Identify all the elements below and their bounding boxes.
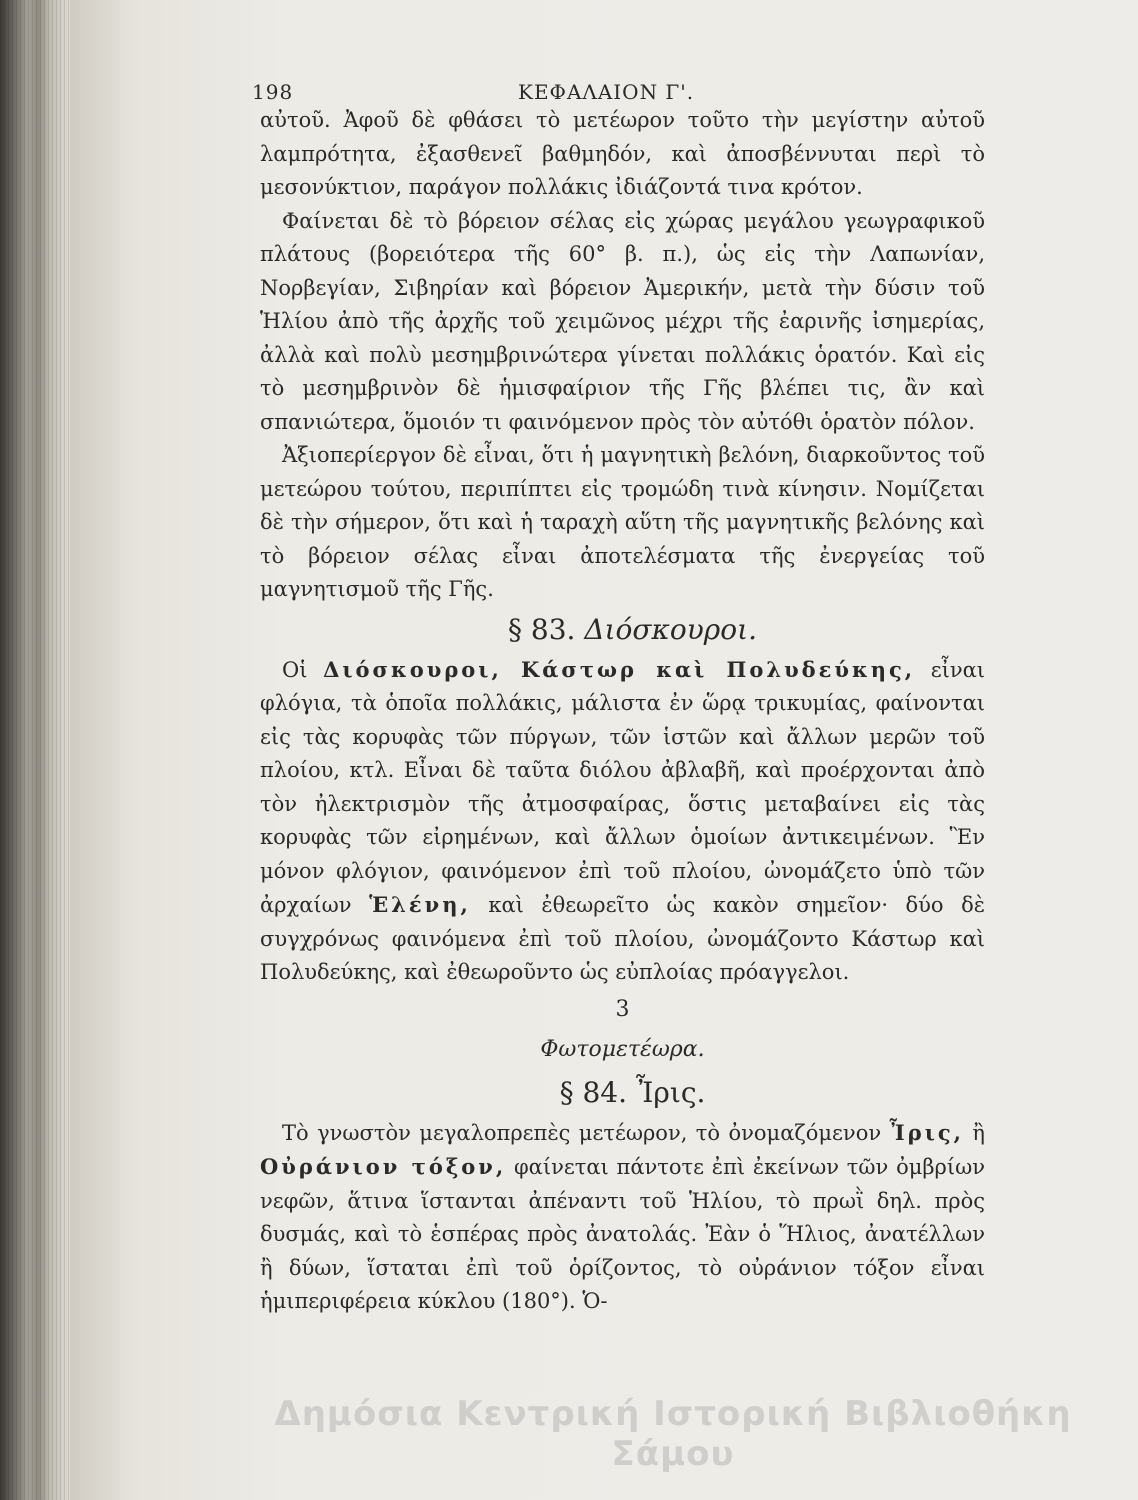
helen-name: Ἑλένη, xyxy=(369,892,471,917)
section-83-number: § 83. xyxy=(508,612,576,646)
section-84-text-a: Τὸ γνωστὸν μεγαλοπρεπὲς μετέωρον, τὸ ὀνομαζόμενον xyxy=(282,1120,882,1145)
chapter-heading: ΚΕΦΑΛΑΙΟΝ Γ'. xyxy=(518,80,695,104)
section-83-text-a: εἶναι φλόγια, τὰ ὁποῖα πολλάκις, μάλιστα ἐν ὥρᾳ τρικυμίας, φαίνονται εἰς τὰς κορυφὰς τῶν πύργων, τῶν ἱστῶν καὶ ἄλλων μερῶν τοῦ πλοίου, κτλ. Εἶναι δὲ ταῦτα διόλου ἀβλαβῆ, καὶ προέρχονται ἀπὸ τὸν ἠλεκτρισμὸν τῆς ἀτμοσφαίρας, ὅστις μεταβαίνει εἰς τὰς κορυφὰς τῶν εἰρημένων, καὶ ἄλλων ὁμοίων ἀντικειμένων. Ἓν μόνον φλόγιον, φαινόμενον ἐπὶ τοῦ πλοίου, ὠνομάζετο ὑπὸ τῶν ἀρχαίων xyxy=(260,657,985,917)
running-head xyxy=(252,70,985,104)
section-84-number: § 84. xyxy=(559,1075,628,1109)
part-marker: 3 xyxy=(615,996,630,1022)
iris-name: Ἶρις, xyxy=(889,1119,964,1145)
paragraph-3: Ἀξιοπερίεργον δὲ εἶναι, ὅτι ἡ μαγνητικὴ βελόνη, διαρκοῦντος τοῦ μετεώρου τούτου, περιπίπτει εἰς τρομώδη τινὰ κίνησιν. Νομίζεται δὲ τὴν σήμερον, ὅτι καὶ ἡ ταραχὴ αὕτη τῆς μαγνητικῆς βελόνης καὶ τὸ βόρειον σέλας εἶναι ἀποτελέσματα τῆς ἐνεργείας τοῦ μαγνητισμοῦ τῆς Γῆς. xyxy=(260,443,985,601)
section-84-text-c: φαίνεται πάντοτε ἐπὶ ἐκείνων τῶν ὀμβρίων νεφῶν, ἅτινα ἵστανται ἀπέναντι τοῦ Ἡλίου, τὸ πρωῒ δηλ. πρὸς δυσμάς, καὶ τὸ ἑσπέρας πρὸς ἀνατολάς. Ἐὰν ὁ Ἥλιος, ἀνατέλλων ἢ δύων, ἵσταται ἐπὶ τοῦ ὁρίζοντος, τὸ οὐράνιον τόξον εἶναι ἡμιπεριφέρεια κύκλου (180°). Ὁ- xyxy=(260,1155,985,1313)
section-84-text-b: ἢ xyxy=(972,1120,985,1145)
section-83-text-b: καὶ ἐθεωρεῖτο ὡς κακὸν σημεῖον· δύο δὲ συγχρόνως φαινόμενα ἐπὶ τοῦ πλοίου, ὠνομάζοντο Κάστωρ καὶ Πολυδεύκης, καὶ ἐθεωροῦντο ὡς εὐπλοίας πρόαγγελοι. xyxy=(260,893,985,984)
section-84-paragraph xyxy=(260,1116,985,1319)
section-83-title: Διόσκουροι. xyxy=(584,612,757,646)
section-83-paragraph xyxy=(260,653,985,990)
section-83-lead: Οἱ xyxy=(282,657,308,682)
section-83-heading xyxy=(260,607,985,653)
part-title: Φωτομετέωρα. xyxy=(540,1036,705,1062)
paragraph-1: αὐτοῦ. Ἀφοῦ δὲ φθάσει τὸ μετέωρον τοῦτο τὴν μεγίστην αὐτοῦ λαμπρότητα, ἐξασθενεῖ βαθμηδόν, καὶ ἀποσβέννυται περὶ τὸ μεσονύκτιον, παράγον πολλάκις ἰδιάζοντά τινα κρότον. xyxy=(260,108,985,199)
dioskouroi-names: Διόσκουροι, Κάστωρ καὶ Πολυδεύκης, xyxy=(323,656,916,682)
page-number: 198 xyxy=(252,80,294,104)
ouranion-toxon-name: Οὐράνιον τόξον, xyxy=(260,1154,507,1179)
section-84-title: Ἶρις. xyxy=(635,1075,706,1109)
page-text xyxy=(252,70,985,1319)
library-watermark: Δημόσια Κεντρική Ιστορική Βιβλιοθήκη Σάμου xyxy=(274,1394,1072,1474)
paragraph-2: Φαίνεται δὲ τὸ βόρειον σέλας εἰς χώρας μεγάλου γεωγραφικοῦ πλάτους (βορειότερα τῆς 60° β. π.), ὡς εἰς τὴν Λαπωνίαν, Νορβεγίαν, Σιβηρίαν καὶ βόρειον Ἀμερικήν, μετὰ τὴν δύσιν τοῦ Ἡλίου ἀπὸ τῆς ἀρχῆς τοῦ χειμῶνος μέχρι τῆς ἐαρινῆς ἰσημερίας, ἀλλὰ καὶ πολὺ μεσημβρινώτερα γίνεται πολλάκις ὁρατόν. Καὶ εἰς τὸ μεσημβρινὸν δὲ ἡμισφαίριον τῆς Γῆς βλέπει τις, ἂν καὶ σπανιώτερα, ὅμοιόν τι φαινόμενον πρὸς τὸν αὐτόθι ὁρατὸν πόλον. xyxy=(260,208,985,434)
book-edge xyxy=(0,0,70,1500)
section-84-heading xyxy=(260,1070,985,1116)
